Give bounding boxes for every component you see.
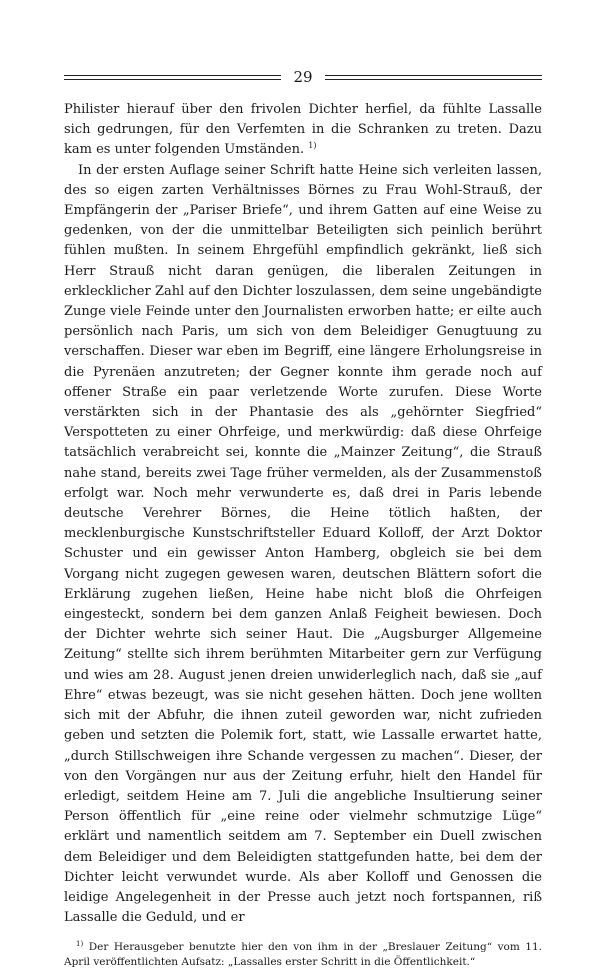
paragraph	[64, 100, 542, 161]
paragraph-text: Philister hierauf über den frivolen Dichter herfiel, da fühlte Lassalle sich gedrungen, für den Verfemten in die Schranken zu treten. Dazu kam es unter folgenden Umständen.	[64, 102, 542, 158]
header-rule-left	[64, 75, 281, 80]
paragraph-text: In der ersten Auflage seiner Schrift hatte Heine sich verleiten lassen, des so eigen zarten Verhältnisses Börnes zu Frau Wohl-Strauß, der Empfängerin der „Pariser Briefe“, und ihrem Gatten auf eine Weise zu gedenken, von der die unmittelbar Beteiligten sich peinlich berührt fühlen mußten. In seinem Ehrgefühl empfindlich gekränkt, ließ sich Herr Strauß nicht daran genügen, die liberalen Zeitungen in erklecklicher Zahl auf den Dichter loszulassen, dem seine ungebändigte Zunge viele Feinde unter den Journalisten erworben hatte; er eilte auch persönlich nach Paris, um sich von dem Beleidiger Genugtuung zu verschaffen. Dieser war eben im Begriff, eine längere Erholungsreise in die Pyrenäen anzutreten; der Gegner konnte ihm gerade noch auf offener Straße ein paar verletzende Worte zurufen. Diese Worte verstärkten sich in der Phantasie des als „gehörnter Siegfried“ Verspotteten zu einer Ohrfeige, und merkwürdig: daß diese Ohrfeige tatsächlich verabreicht sei, konnte die „Mainzer Zeitung“, die Strauß nahe stand, bereits zwei Tage früher vermelden, als der Zusammenstoß erfolgt war. Noch mehr verwunderte es, daß drei in Paris lebende deutsche Verehrer Börnes, die Heine tötlich haßten, der mecklenburgische Kunstschriftsteller Eduard Kolloff, der Arzt Doktor Schuster und ein gewisser Anton Hamberg, obgleich sie bei dem Vorgang nicht zugegen gewesen waren, deutschen Blättern sofort die Erklärung zugehen ließen, Heine habe nicht bloß die Ohrfeigen eingesteckt, sondern bei dem ganzen Anlaß Feigheit bewiesen. Doch der Dichter wehrte sich seiner Haut. Die „Augsburger Allgemeine Zeitung“ stellte sich ihrem berühmten Mitarbeiter gern zur Verfügung und wies am 28. August jenen dreien unwiderleglich nach, daß sie „auf Ehre“ etwas bezeugt, was sie nicht gesehen hätten. Doch jene wollten sich mit der Abfuhr, die ihnen zuteil geworden war, nicht zufrieden geben und setzten die Polemik fort, statt, wie Lassalle erwartet hatte, „durch Stillschweigen ihre Schande vergessen zu machen“. Dieser, der von den Vorgängen nur aus der Zeitung erfuhr, hielt den Handel für erledigt, seitdem Heine am 7. Juli die angebliche Insultierung seiner Person öffentlich für „eine reine oder vielmehr schmutzige Lüge“ erklärt und namentlich seitdem am 7. September ein Duell zwischen dem Beleidiger und dem Beleidigten stattgefunden hatte, bei dem der Dichter leicht verwundet wurde. Als aber Kolloff und Genossen die leidige Angelegenheit in der Presse auch jetzt noch fortspannen, riß Lassalle die Geduld, und er	[64, 162, 542, 926]
footnotes	[64, 940, 542, 970]
paragraph	[64, 161, 542, 929]
footnote	[64, 940, 542, 970]
book-page	[64, 66, 542, 970]
footnote-marker: 1)	[76, 940, 84, 949]
page-header	[64, 66, 542, 88]
footnote-text: Der Herausgeber benutzte hier den von ihm in der „Breslauer Zeitung“ vom 11. April veröffentlichten Aufsatz: „Lassalles erster Schritt in die Öffentlichkeit.“	[64, 941, 542, 969]
body-text	[64, 100, 542, 928]
footnote-reference[interactable]: 1)	[308, 141, 317, 151]
header-rule-right	[325, 75, 542, 80]
page-number: 29	[293, 68, 313, 86]
